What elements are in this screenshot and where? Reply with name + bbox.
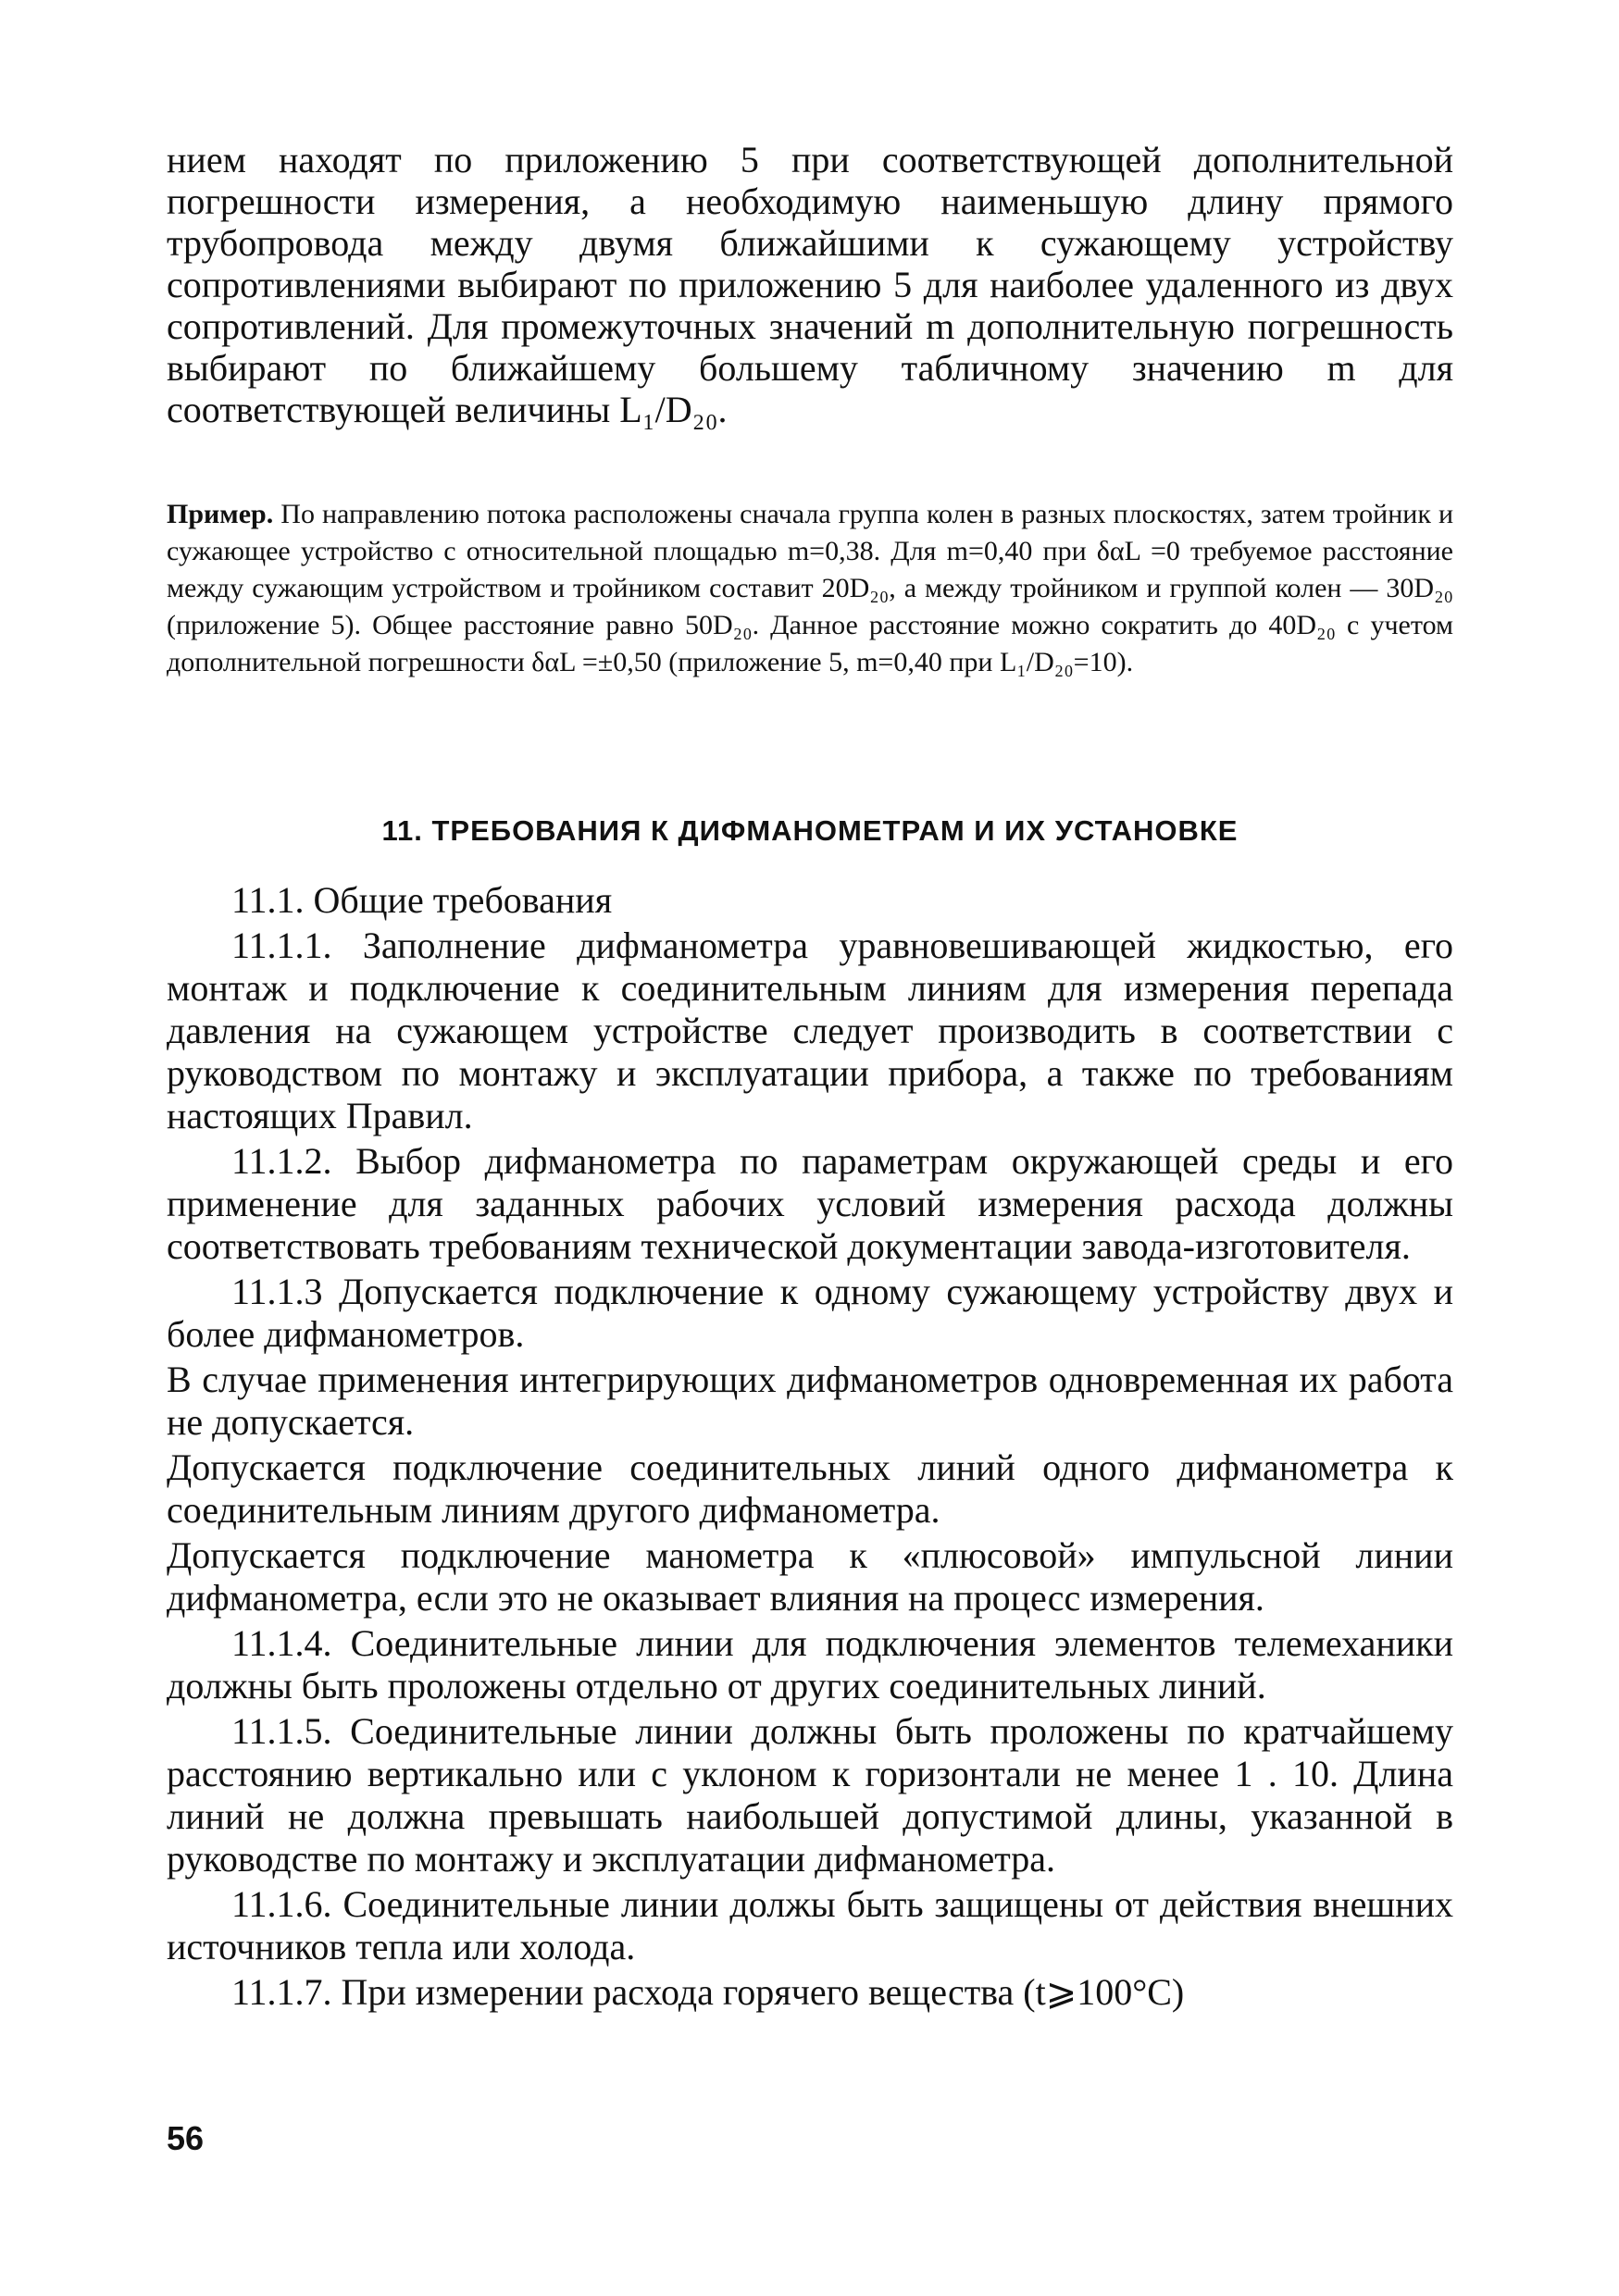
paragraph-integrating: В случае применения интегрирующих дифманометров одновременная их работа не допускается. <box>167 1359 1453 1443</box>
paragraph-11-1-2: 11.1.2. Выбор дифманометра по параметрам окружающей среды и его применение для заданных рабочих условий измерения расхода должны соответствовать требованиям технической документации завода-изготовителя. <box>167 1140 1453 1267</box>
section-title: 11. ТРЕБОВАНИЯ К ДИФМАНОМЕТРАМ И ИХ УСТАНОВКЕ <box>381 814 1239 847</box>
subsection-heading: 11.1. Общие требования <box>231 879 613 921</box>
example-label: Пример. <box>167 499 274 529</box>
section-body <box>167 879 1453 2017</box>
paragraph-manometer: Допускается подключение манометра к «плюсовой» импульсной линии дифманометра, если это не оказывает влияния на процесс измерения. <box>167 1534 1453 1619</box>
page-number: 56 <box>167 2119 205 2157</box>
paragraph-11-1-5: 11.1.5. Соединительные линии должны быть проложены по кратчайшему расстоянию вертикально или с уклоном к горизонтали не менее 1 . 10. Длина линий не должна превышать наибольшей допустимой длины, указанной в руководстве по монтажу и эксплуатации дифманометра. <box>167 1710 1453 1880</box>
paragraph-11-1-4: 11.1.4. Соединительные линии для подключения элементов телемеханики должны быть проложены отдельно от других соединительных линий. <box>167 1622 1453 1706</box>
paragraph-11-1-1: 11.1.1. Заполнение дифманометра уравновешивающей жидкостью, его монтаж и подключение к соединительным линиям для измерения перепада давления на сужающем устройстве следует производить в соответствии с руководством по монтажу и эксплуатации прибора, а также по требованиям настоящих Правил. <box>167 925 1453 1136</box>
paragraph-11-1-3: 11.1.3 Допускается подключение к одному сужающему устройству двух и более дифманометров. <box>167 1271 1453 1355</box>
paragraph-lines-connection: Допускается подключение соединительных линий одного дифманометра к соединительным линиям другого дифманометра. <box>167 1446 1453 1531</box>
example-text: По направлению потока расположены сначала группа колен в разных плоскостях, затем тройник и сужающее устройство с относительной площадью m=0,38. Для m=0,40 при δαL =0 требуемое расстояние между сужающим устройством и тройником составит 20D₂₀, а между тройником и группой колен — 30D₂₀ (приложение 5). Общее расстояние равно 50D₂₀. Данное расстояние можно сократить до 40D₂₀ с учетом дополнительной погрешности δαL =±0,50 (приложение 5, m=0,40 при L₁/D₂₀=10). <box>167 499 1453 677</box>
paragraph-11-1-6: 11.1.6. Соединительные линии должы быть защищены от действия внешних источников тепла или холода. <box>167 1883 1453 1967</box>
lead-paragraph: нием находят по приложению 5 при соответствующей дополнительной погрешности измерения, а необходимую наименьшую длину прямого трубопровода между двумя ближайшими к сужающему устройству сопротивлениями выбирают по приложению 5 для наиболее удаленного из двух сопротивлений. Для промежуточных значений m дополнительную погрешность выбирают по ближайшему большему табличному значению m для соответствующей величины L₁/D₂₀. <box>167 139 1453 430</box>
paragraph-11-1-7: 11.1.7. При измерении расхода горячего вещества (t⩾100°C) <box>231 1971 1185 2013</box>
example-paragraph <box>167 496 1453 681</box>
